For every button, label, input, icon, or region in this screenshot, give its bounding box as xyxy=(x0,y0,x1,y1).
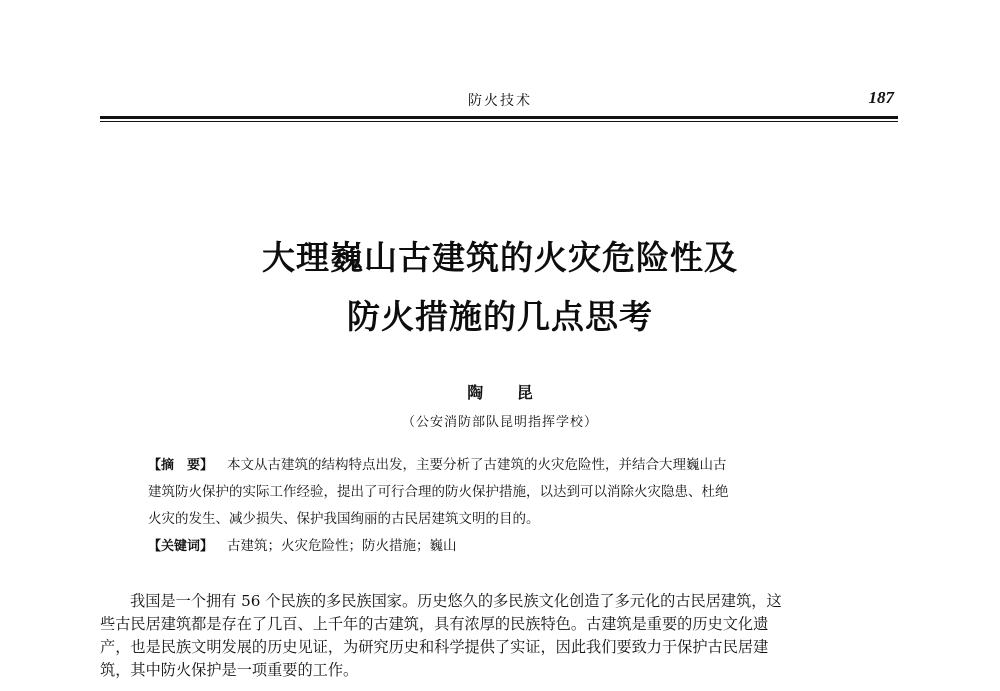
keywords-label: 【关键词】 xyxy=(148,539,214,554)
keywords-text: 古建筑；火灾危险性；防火措施；巍山 xyxy=(227,538,457,554)
paper-title-line-1: 大理巍山古建筑的火灾危险性及 xyxy=(262,238,738,277)
abstract-line xyxy=(148,452,854,479)
paper-title-line-2: 防火措施的几点思考 xyxy=(347,297,653,336)
abstract-label: 【摘 要】 xyxy=(148,458,214,473)
abstract-block xyxy=(148,452,854,560)
author-name: 陶 昆 xyxy=(467,383,547,402)
keywords-line xyxy=(148,533,854,560)
body-line: 产，也是民族文明发展的历史见证，为研究历史和科学提供了实证，因此我们要致力于保护古民居建 xyxy=(100,638,769,656)
body-line: 些古民居建筑都是存在了几百、上千年的古建筑，具有浓厚的民族特色。古建筑是重要的历史文化遗 xyxy=(100,615,769,633)
author-affiliation: （公安消防部队昆明指挥学校） xyxy=(401,415,598,430)
header-rule-thick xyxy=(100,116,898,119)
running-head xyxy=(100,90,900,112)
header-rule-thin xyxy=(100,121,898,122)
body-line: 我国是一个拥有 56 个民族的多民族国家。历史悠久的多民族文化创造了多元化的古民居建筑，这 xyxy=(130,592,782,610)
running-title: 防火技术 xyxy=(468,93,532,109)
body-paragraph xyxy=(100,590,900,682)
body-line: 筑，其中防火保护是一项重要的工作。 xyxy=(100,661,359,679)
abstract-text: 本文从古建筑的结构特点出发，主要分析了古建筑的火灾危险性，并结合大理巍山古 xyxy=(227,457,727,473)
abstract-line: 建筑防火保护的实际工作经验，提出了可行合理的防火保护措施，以达到可以消除火灾隐患、杜绝 xyxy=(148,484,729,500)
abstract-line: 火灾的发生、减少损失、保护我国绚丽的古民居建筑文明的目的。 xyxy=(148,511,540,527)
page-number: 187 xyxy=(868,88,894,107)
